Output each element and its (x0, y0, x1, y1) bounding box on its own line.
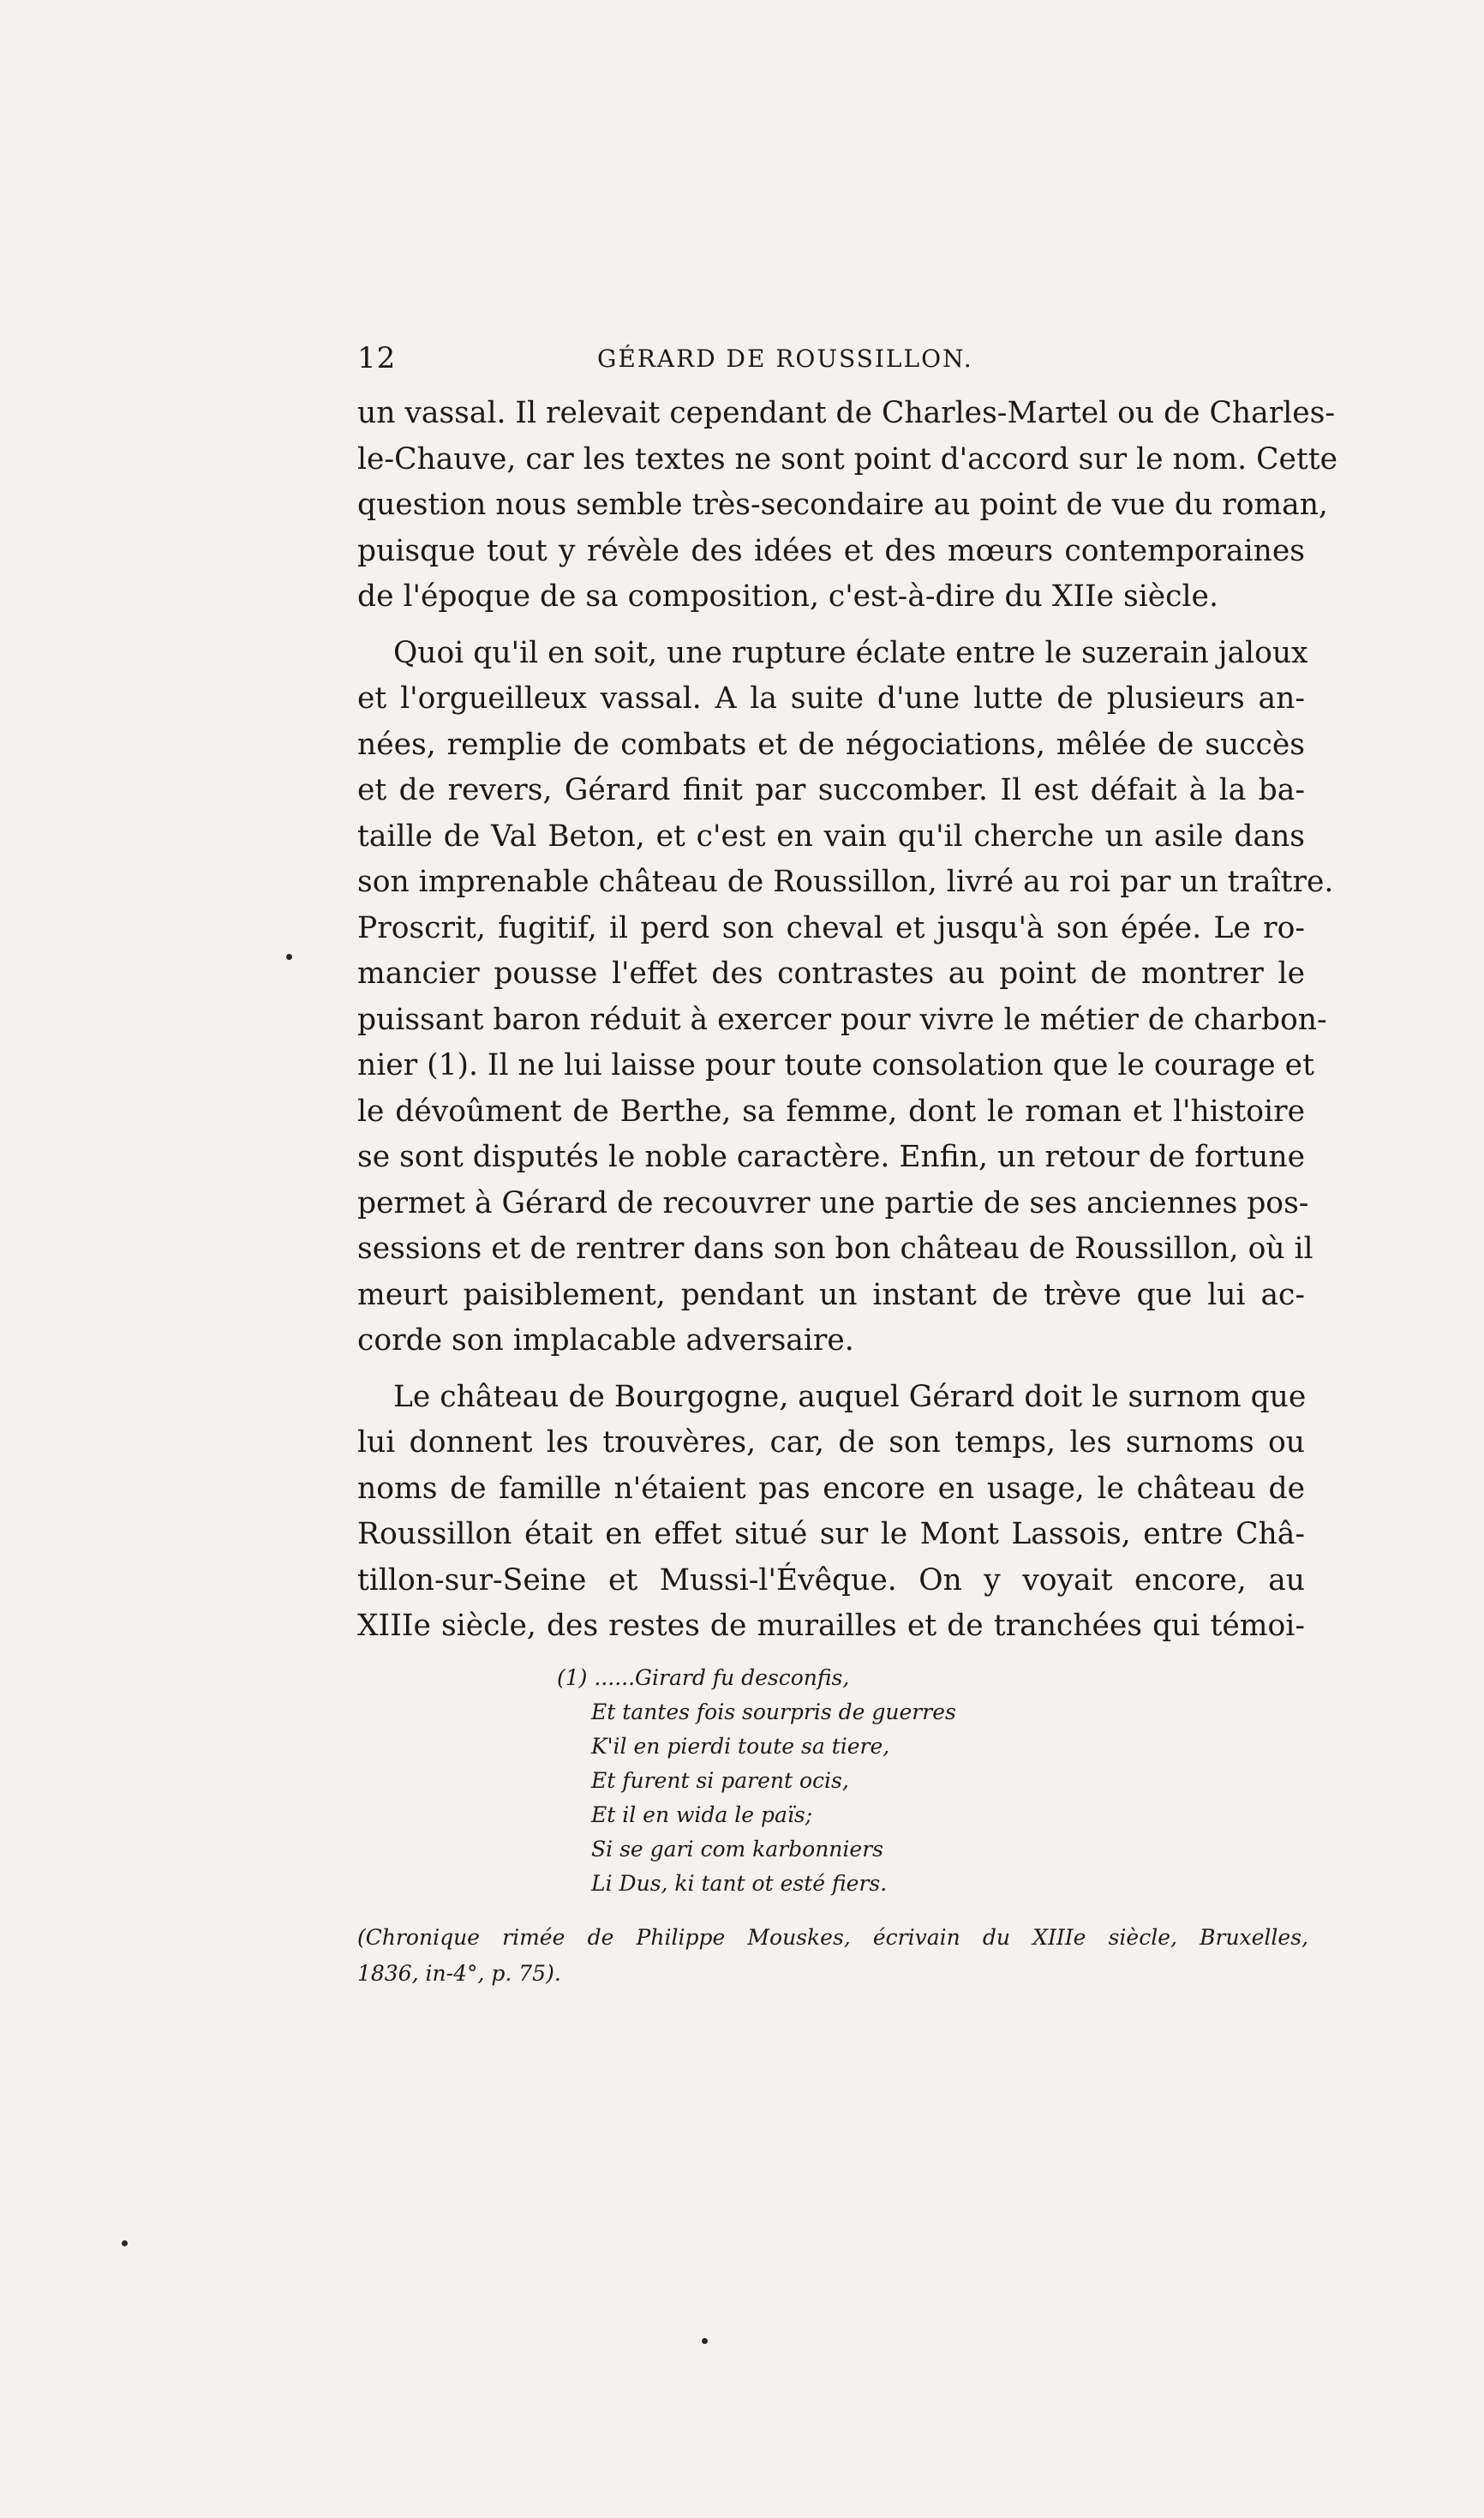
body-line: Quoi qu'il en soit, une rupture éclate entre le suzerain jaloux (393, 635, 1308, 670)
body-line: Roussillon était en effet situé sur le Mont Lassois, entre Châ- (357, 1517, 1305, 1551)
footnote (357, 1661, 1308, 1992)
poem-line: K'il en pierdi toute sa tiere, (591, 1734, 890, 1759)
body-line: noms de famille n'étaient pas encore en usage, le château de (357, 1471, 1305, 1506)
body-line: taille de Val Beton, et c'est en vain qu'il cherche un asile dans (357, 818, 1305, 854)
body-line: un vassal. Il relevait cependant de Charles-Martel ou de Charles- (357, 396, 1336, 430)
scan-speck (122, 2240, 128, 2246)
body-line: et l'orgueilleux vassal. A la suite d'une lutte de plusieurs an- (357, 681, 1305, 716)
page-header (357, 341, 1308, 384)
body-line: lui donnent les trouvères, car, de son temps, les surnoms ou (357, 1425, 1305, 1460)
body-line: Proscrit, fugitif, il perd son cheval et jusqu'à son épée. Le ro- (357, 910, 1305, 945)
body-text (357, 391, 1338, 1650)
page-number: 12 (357, 341, 397, 375)
body-line: de l'époque de sa composition, c'est-à-dire du XIIe siècle. (357, 579, 1218, 614)
body-line: son imprenable château de Roussillon, livré au roi par un traître. (357, 865, 1334, 899)
footnote-poem (557, 1661, 1308, 1901)
body-line: le dévoûment de Berthe, sa femme, dont le roman et l'histoire (357, 1094, 1305, 1129)
citation-line: (Chronique rimée de Philippe Mouskes, écrivain du XIIIe siècle, Bruxelles, (357, 1925, 1308, 1950)
scan-speck (702, 2338, 708, 2344)
body-line: corde son implacable adversaire. (357, 1323, 854, 1358)
body-line: question nous semble très-secondaire au point de vue du roman, (357, 488, 1328, 522)
poem-line: Et il en wida le païs; (591, 1802, 813, 1827)
poem-line: Si se gari com karbonniers (591, 1837, 883, 1862)
body-line: Le château de Bourgogne, auquel Gérard doit le surnom que (393, 1379, 1307, 1414)
poem-line: (1) ......Girard fu desconfis, (557, 1665, 850, 1690)
poem-line: Et tantes fois sourpris de guerres (591, 1700, 956, 1724)
body-line: le-Chauve, car les textes ne sont point d'accord sur le nom. Cette (357, 441, 1338, 477)
body-line: permet à Gérard de recouvrer une partie de ses anciennes pos- (357, 1185, 1309, 1220)
body-line: sessions et de rentrer dans son bon château de Roussillon, où il (357, 1232, 1313, 1266)
body-line: nées, remplie de combats et de négociations, mêlée de succès (357, 727, 1305, 762)
body-line: et de revers, Gérard finit par succomber. Il est défait à la ba- (357, 773, 1305, 807)
body-line: meurt paisiblement, pendant un instant de trève que lui ac- (357, 1277, 1305, 1312)
footnote-citation (357, 1920, 1308, 1992)
running-title: GÉRARD DE ROUSSILLON. (597, 345, 973, 373)
scan-speck (286, 954, 292, 960)
poem-line: Li Dus, ki tant ot esté fiers. (591, 1871, 888, 1896)
body-line: tillon-sur-Seine et Mussi-l'Évêque. On y voyait encore, au (357, 1562, 1305, 1598)
body-line: puissant baron réduit à exercer pour vivre le métier de charbon- (357, 1002, 1327, 1037)
body-line: XIIIe siècle, des restes de murailles et de tranchées qui témoi- (357, 1609, 1305, 1643)
poem-line: Et furent si parent ocis, (591, 1768, 849, 1793)
body-line: puisque tout y révèle des idées et des mœurs contemporaines (357, 533, 1305, 568)
body-line: nier (1). Il ne lui laisse pour toute consolation que le courage et (357, 1048, 1314, 1082)
body-line: se sont disputés le noble caractère. Enfin, un retour de fortune (357, 1140, 1305, 1174)
citation-line: 1836, in-4°, p. 75). (357, 1961, 561, 1986)
body-line: mancier pousse l'effet des contrastes au point de montrer le (357, 956, 1305, 991)
